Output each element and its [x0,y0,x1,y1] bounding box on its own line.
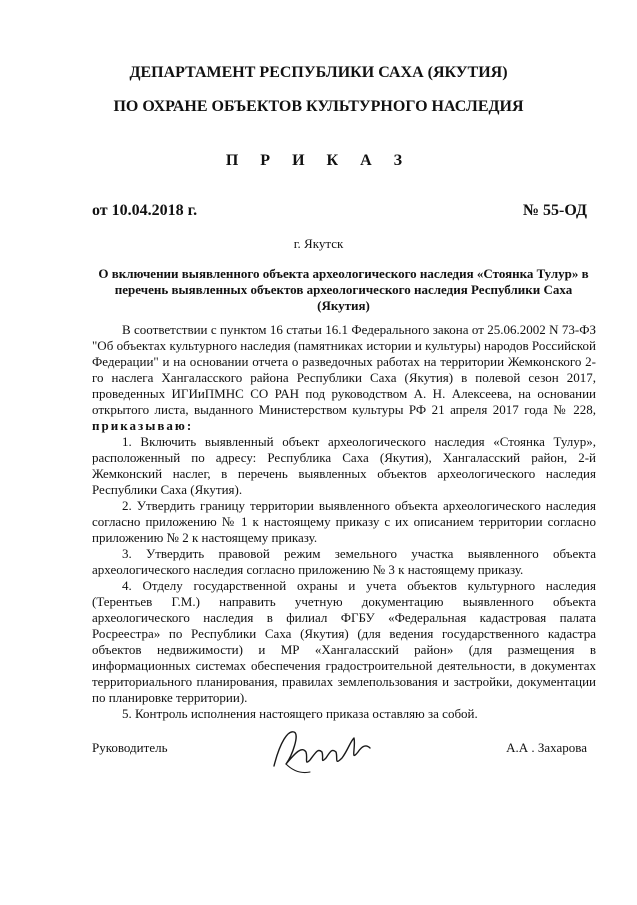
order-item-4: 4. Отделу государственной охраны и учета объектов культурного наследия (Терентьев Г.М.) направить учетную документацию выявленного объекта археологического наследия в филиал ФГБУ «Федеральная кадастровая палата Росреестра» по Республики Саха (Якутия) (для ведения государственного кадастра объектов недвижимости) и МР «Хангаласский район» (для размещения в информационных системах обеспечения градостроительной деятельности, в документах территориального планирования, правилах землепользования и застройки, документации по планировке территории). [92,578,596,705]
preamble-paragraph [92,322,596,434]
header-line-1: ДЕПАРТАМЕНТ РЕСПУБЛИКИ САХА (ЯКУТИЯ) [129,64,508,81]
order-item-5: 5. Контроль исполнения настоящего приказа оставляю за собой. [122,706,478,721]
order-item-1: 1. Включить выявленный объект археологического наследия «Стоянка Тулур», расположенный по адресу: Республика Саха (Якутия), Хангаласский район, 2-й Жемконский наслег, в перечень выявленных объектов археологического наследия Республики Саха (Якутия). [92,434,596,497]
document-type: П Р И К А З [225,152,412,169]
order-city: г. Якутск [293,236,344,251]
order-word: приказываю: [92,418,194,433]
preamble-text: В соответствии с пунктом 16 статьи 16.1 Федерального закона от 25.06.2002 N 73-ФЗ "Об объектах культурного наследия (памятниках истории и культуры) народов Российской Федерации" и на основании отчета о разведочных работах на территории Жемконского 2-го наслега Хангаласского района Республики Саха (Якутия) в полевой сезон 2017, проведенных ИГИиПМНС СО РАН под руководством А. Н. Алексеева, на основании открытого листа, выданного Министерством культуры РФ 21 апреля 2017 года № 228, [92,322,596,417]
order-subject: О включении выявленного объекта археологического наследия «Стоянка Тулур» в перечень выявленных объектов археологического наследия Республики Саха (Якутия) [98,266,589,313]
order-item-3: 3. Утвердить правовой режим земельного участка выявленного объекта археологического наследия согласно приложению № 3 к настоящему приказу. [92,546,596,577]
signature-role: Руководитель [92,740,168,755]
signature-name: А.А . Захарова [506,740,587,755]
order-number: № 55-ОД [522,202,587,219]
handwritten-signature [266,722,376,780]
order-item-2: 2. Утвердить границу территории выявленного объекта археологического наследия согласно приложению № 1 к настоящему приказу с их описанием территории согласно приложению № 2 к настоящему приказу. [92,498,596,545]
order-body [92,322,596,722]
header-line-2: ПО ОХРАНЕ ОБЪЕКТОВ КУЛЬТУРНОГО НАСЛЕДИЯ [113,98,524,115]
order-date: от 10.04.2018 г. [92,202,198,219]
